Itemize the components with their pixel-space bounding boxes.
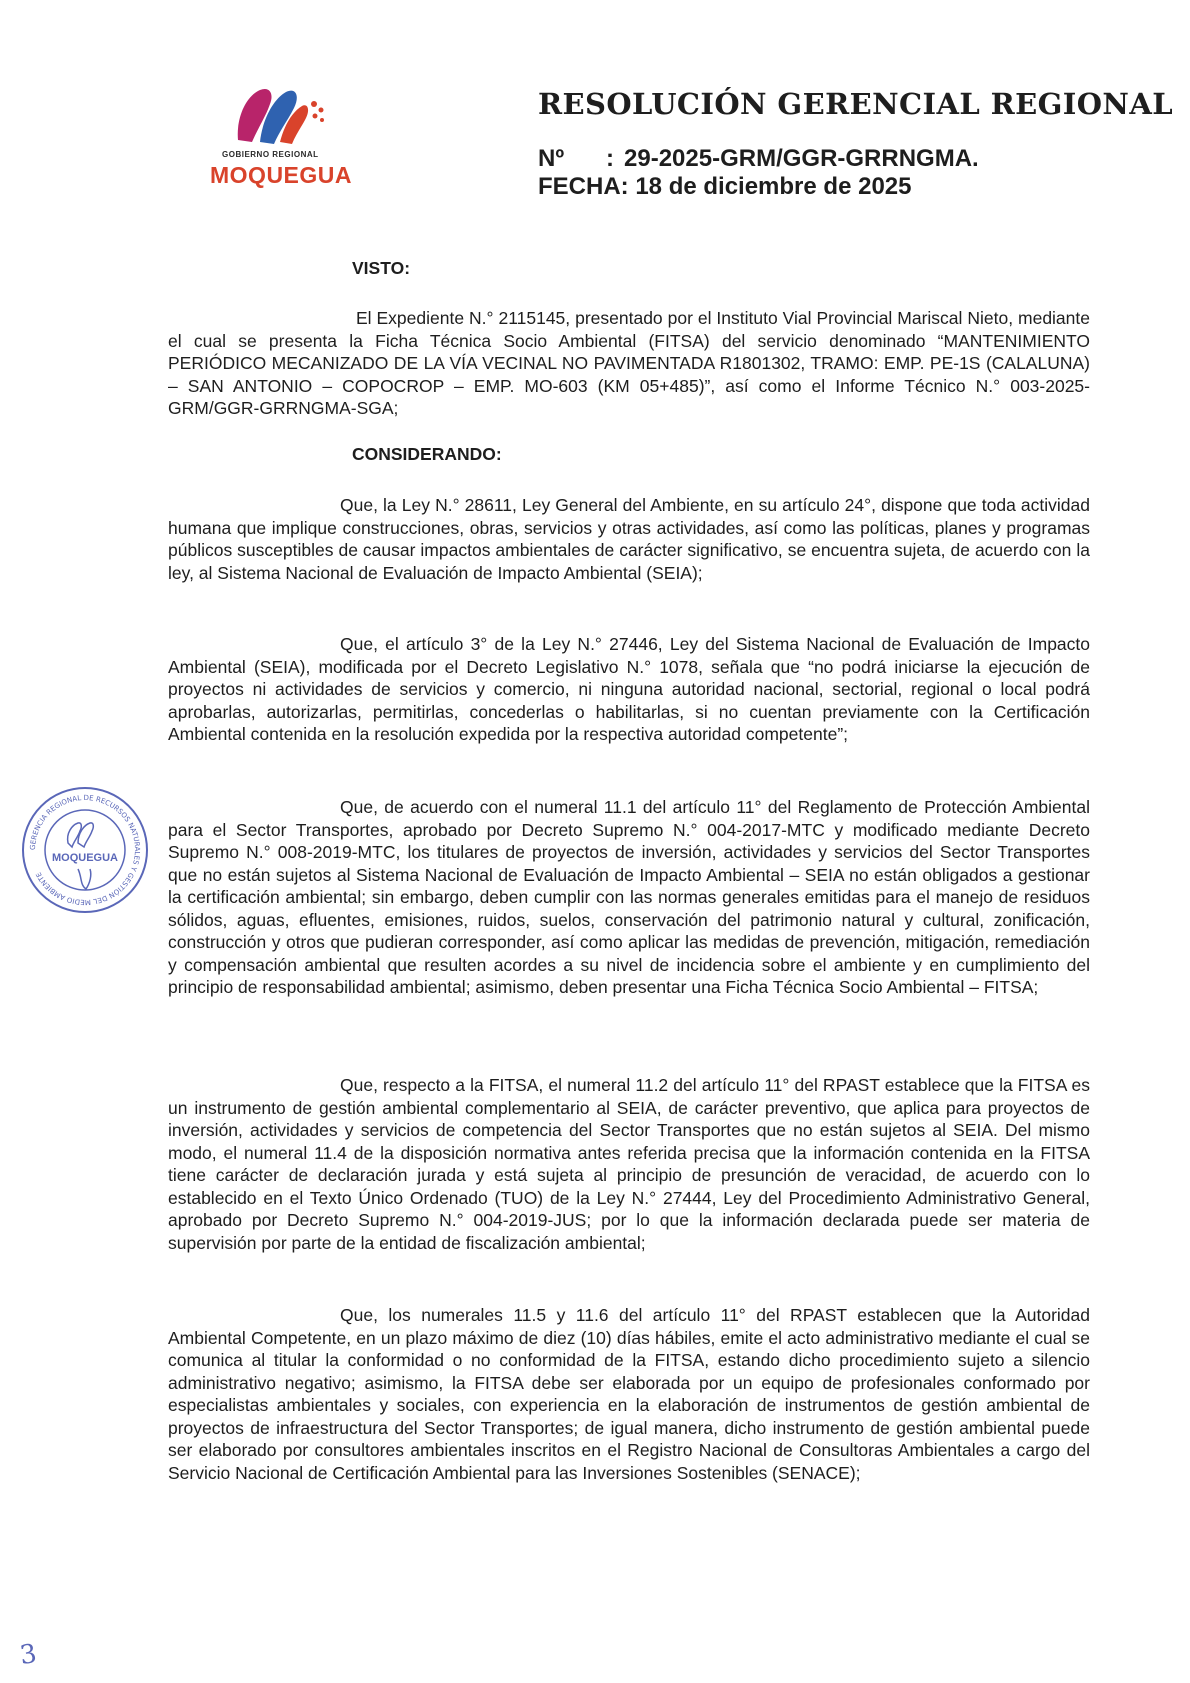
logo-name: MOQUEGUA: [210, 162, 352, 188]
page-number-mark: 3: [17, 1638, 39, 1672]
number-colon: :: [606, 145, 614, 172]
resolution-number: [538, 145, 979, 173]
visto-paragraph: [168, 307, 1090, 420]
gobierno-regional-logo: [210, 78, 360, 188]
date-label: FECHA:: [538, 173, 629, 200]
considerando-paragraph: [168, 1304, 1090, 1484]
official-seal: [20, 785, 150, 915]
seal-center-text: MOQUEGUA: [52, 852, 118, 864]
considerando-paragraph: [168, 633, 1090, 746]
number-label: Nº: [538, 145, 565, 172]
paragraph-text: Que, los numerales 11.5 y 11.6 del artículo 11° del RPAST establecen que la Autoridad Ambiental Competente, en un plazo máximo de diez (10) días hábiles, emite el acto administrativo mediante el cual se comunica al titular la conformidad o no conformidad de la FITSA, estando dicho procedimiento sujeto a silencio administrativo negativo; asimismo, la FITSA debe ser elaborada por un equipo de profesionales conformado por especialistas ambientales y sociales, con experiencia en la elaboración de instrumentos de gestión ambiental de proyectos de infraestructura del Sector Transportes; de igual manera, dicho instrumento de gestión ambiental puede ser elaborado por consultores ambientales inscritos en el Registro Nacional de Consultoras Ambientales a cargo del Servicio Nacional de Certificación Ambiental para las Inversiones Sostenibles (SENACE);: [168, 1305, 1090, 1483]
date-value: 18 de diciembre de 2025: [635, 173, 912, 200]
logo-sub-label: GOBIERNO REGIONAL: [222, 150, 319, 159]
svg-text:GERENCIA REGIONAL DE RECURSOS: GERENCIA REGIONAL DE RECURSOS NATURALES Y GESTIÓN DEL MEDIO AMBIENTE: [28, 793, 142, 907]
paragraph-text: Que, de acuerdo con el numeral 11.1 del artículo 11° del Reglamento de Protección Ambiental para el Sector Transportes, aprobado por Decreto Supremo N.° 004-2017-MTC y modificado mediante Decreto Supremo N.° 008-2019-MTC, los titulares de proyectos de inversión, actividades y servicios del Sector Transportes que no están sujetos al Sistema Nacional de Evaluación de Impacto Ambiental – SEIA no están obligados a gestionar la certificación ambiental; sin embargo, deben cumplir con las normas generales emitidas para el manejo de residuos sólidos, aguas, efluentes, emisiones, ruidos, suelos, conservación del patrimonio natural y cultural, zonificación, construcción y otros que pudieran corresponder, así como aplicar las medidas de prevención, mitigación, remediación y compensación ambiental que resulten acordes a su nivel de incidencia sobre el ambiente y en cumplimiento del principio de responsabilidad ambiental; asimismo, deben presentar una Ficha Técnica Socio Ambiental – FITSA;: [168, 797, 1090, 997]
seal-stamp-icon: [20, 785, 150, 915]
paragraph-text: Que, la Ley N.° 28611, Ley General del Ambiente, en su artículo 24°, dispone que toda actividad humana que implique construcciones, obras, servicios y otras actividades, así como las políticas, planes y programas públicos susceptibles de causar impactos ambientales de carácter significativo, se encuentra sujeta, de acuerdo con la ley, al Sistema Nacional de Evaluación de Impacto Ambiental (SEIA);: [168, 495, 1090, 583]
visto-heading: VISTO:: [352, 258, 411, 278]
paragraph-text: Que, el artículo 3° de la Ley N.° 27446, Ley del Sistema Nacional de Evaluación de Impacto Ambiental (SEIA), modificada por el Decreto Legislativo N.° 1078, señala que “no podrá iniciarse la ejecución de proyectos ni actividades de servicios y comercio, ni ninguna autoridad nacional, sectorial, regional o local podrá aprobarlas, autorizarlas, permitirlas, concederlas o habilitarlas, si no cuentan previamente con la Certificación Ambiental contenida en la resolución expedida por la respectiva autoridad competente”;: [168, 634, 1090, 744]
moquegua-logo-icon: [230, 78, 330, 150]
considerando-paragraph: [168, 796, 1090, 999]
considerando-paragraph: [168, 494, 1090, 584]
resolution-title: RESOLUCIÓN GERENCIAL REGIONAL: [538, 87, 1174, 121]
paragraph-text: Que, respecto a la FITSA, el numeral 11.2 del artículo 11° del RPAST establece que la FITSA es un instrumento de gestión ambiental complementario al SEIA, de carácter preventivo, que aplica para proyectos de inversión, actividades y servicios de competencia del Sector Transportes que no están sujetos al SEIA. Del mismo modo, el numeral 11.4 de la disposición normativa antes referida precisa que la información contenida en la FITSA tiene carácter de declaración jurada y está sujeta al principio de presunción de veracidad, de acuerdo con lo establecido en el Texto Único Ordenado (TUO) de la Ley N.° 27444, Ley del Procedimiento Administrativo General, aprobado por Decreto Supremo N.° 004-2019-JUS; por lo que la información declarada puede ser materia de supervisión por parte de la entidad de fiscalización ambiental;: [168, 1075, 1090, 1253]
number-value: 29-2025-GRM/GGR-GRRNGMA.: [624, 145, 979, 172]
resolution-date: [538, 173, 911, 201]
visto-text: El Expediente N.° 2115145, presentado por el Instituto Vial Provincial Mariscal Nieto, mediante el cual se presenta la Ficha Técnica Socio Ambiental (FITSA) del servicio denominado “MANTENIMIENTO PERIÓDICO MECANIZADO DE LA VÍA VECINAL NO PAVIMENTADA R1801302, TRAMO: EMP. PE-1S (CALALUNA) – SAN ANTONIO – COPOCROP – EMP. MO-603 (KM 05+485)”, así como el Informe Técnico N.° 003-2025-GRM/GGR-GRRNGMA-SGA;: [168, 308, 1090, 418]
considerando-heading: CONSIDERANDO:: [352, 444, 502, 464]
considerando-paragraph: [168, 1074, 1090, 1254]
